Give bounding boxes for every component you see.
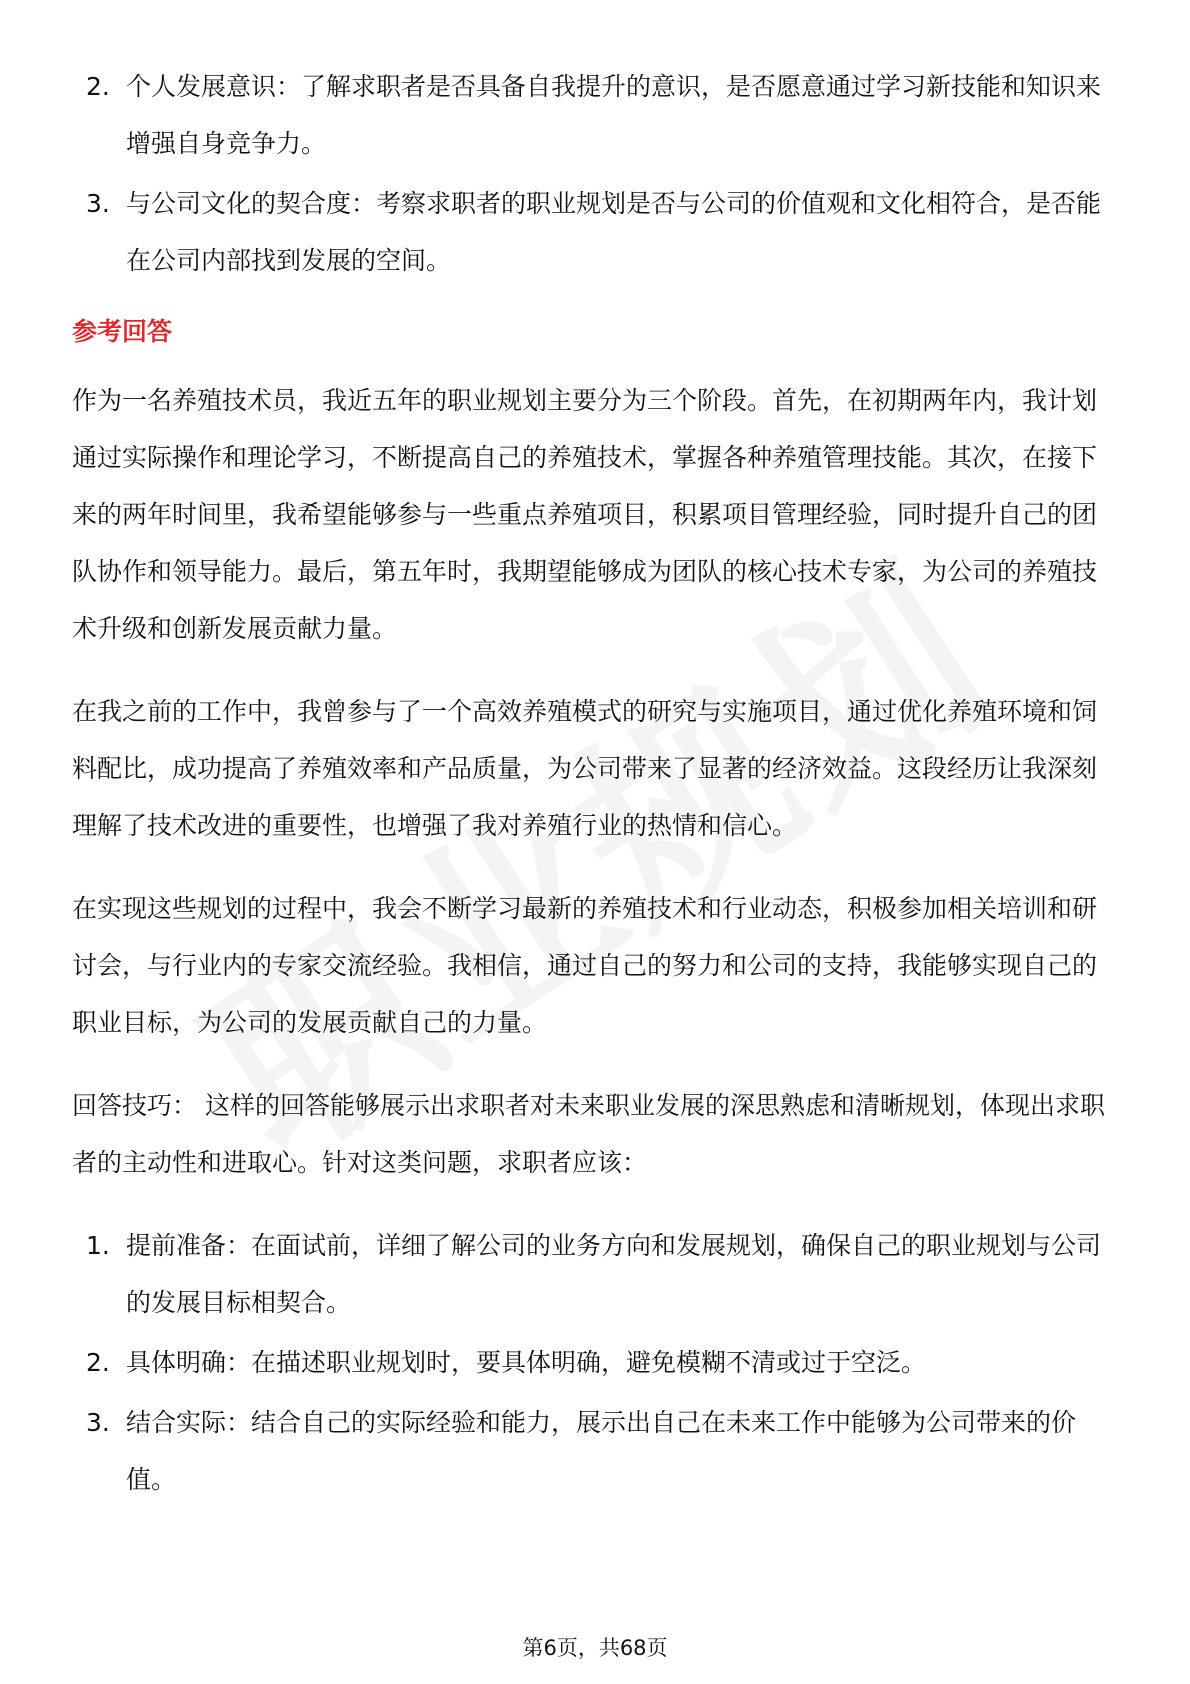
bottom-numbered-list — [72, 1217, 1118, 1508]
answer-paragraph: 作为一名养殖技术员，我近五年的职业规划主要分为三个阶段。首先，在初期两年内，我计划通过实际操作和理论学习，不断提高自己的养殖技术，掌握各种养殖管理技能。其次，在接下来的两年时间里，我希望能够参与一些重点养殖项目，积累项目管理经验，同时提升自己的团队协作和领导能力。最后，第五年时，我期望能够成为团队的核心技术专家，为公司的养殖技术升级和创新发展贡献力量。 — [72, 386, 1098, 643]
list-number: 3. — [86, 189, 110, 218]
list-number: 3. — [86, 1408, 110, 1437]
list-item-text: 结合实际：结合自己的实际经验和能力，展示出自己在未来工作中能够为公司带来的价值。 — [126, 1408, 1077, 1494]
list-item — [72, 1334, 1118, 1391]
page-content — [72, 58, 1118, 1511]
section-heading-reference-answer: 参考回答 — [72, 317, 173, 346]
list-item-text: 提前准备：在面试前，详细了解公司的业务方向和发展规划，确保自己的职业规划与公司的发展目标相契合。 — [126, 1231, 1102, 1317]
list-item — [72, 1394, 1118, 1508]
list-item-text: 个人发展意识：了解求职者是否具备自我提升的意识，是否愿意通过学习新技能和知识来增强自身竞争力。 — [126, 72, 1102, 158]
list-item — [72, 1217, 1118, 1331]
tips-paragraph: 回答技巧： 这样的回答能够展示出求职者对未来职业发展的深思熟虑和清晰规划，体现出求职者的主动性和进取心。针对这类问题，求职者应该： — [72, 1091, 1105, 1177]
list-number: 1. — [86, 1231, 110, 1260]
list-number: 2. — [86, 1348, 110, 1377]
list-item-text: 与公司文化的契合度：考察求职者的职业规划是否与公司的价值观和文化相符合，是否能在公司内部找到发展的空间。 — [126, 189, 1102, 275]
answer-paragraph: 在我之前的工作中，我曾参与了一个高效养殖模式的研究与实施项目，通过优化养殖环境和饲料配比，成功提高了养殖效率和产品质量，为公司带来了显著的经济效益。这段经历让我深刻理解了技术改进的重要性，也增强了我对养殖行业的热情和信心。 — [72, 697, 1098, 840]
list-item — [72, 58, 1118, 172]
top-numbered-list — [72, 58, 1118, 289]
list-number: 2. — [86, 72, 110, 101]
list-item — [72, 175, 1118, 289]
list-item-text: 具体明确：在描述职业规划时，要具体明确，避免模糊不清或过于空泛。 — [126, 1348, 927, 1377]
answer-paragraph: 在实现这些规划的过程中，我会不断学习最新的养殖技术和行业动态，积极参加相关培训和研讨会，与行业内的专家交流经验。我相信，通过自己的努力和公司的支持，我能够实现自己的职业目标，为公司的发展贡献自己的力量。 — [72, 894, 1098, 1037]
page-number-footer: 第6页，共68页 — [522, 1636, 668, 1660]
